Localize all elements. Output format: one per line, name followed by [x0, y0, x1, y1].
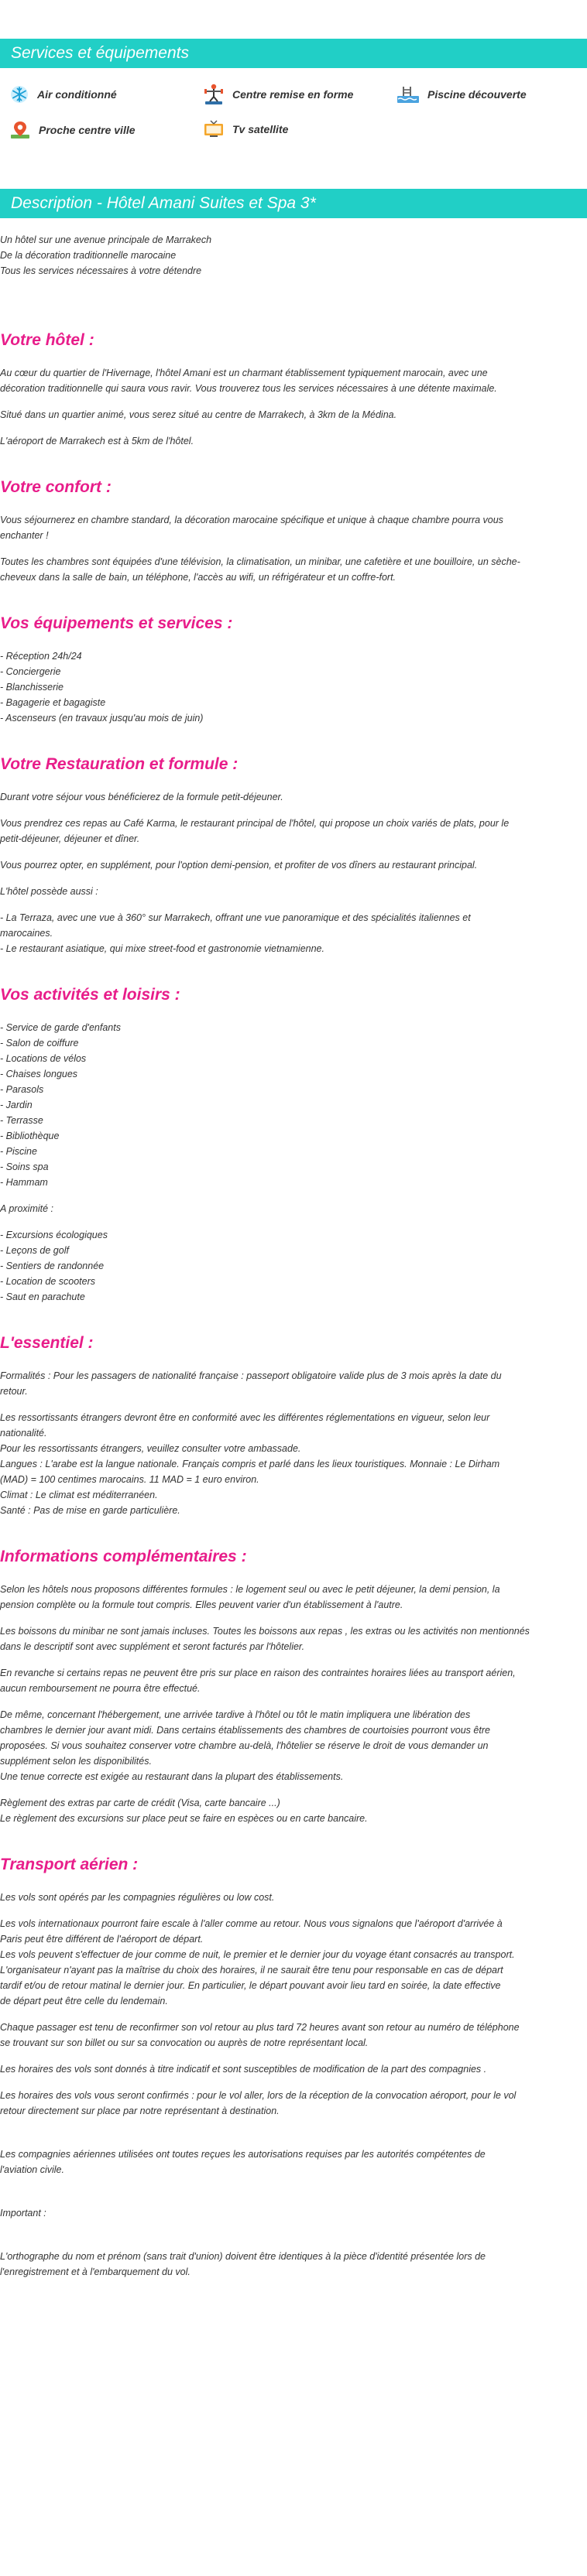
tv-icon	[203, 120, 225, 139]
pool-icon	[396, 85, 420, 104]
intro-line: Un hôtel sur une avenue principale de Marrakech	[0, 234, 212, 245]
section-paragraph: Les compagnies aériennes utilisées ont toutes reçues les autorisations requises par les autorités compétentes de l'aviation civile.	[0, 2149, 486, 2175]
section-title: Vos activités et loisirs :	[0, 986, 180, 1004]
section-paragraph: Situé dans un quartier animé, vous serez situé au centre de Marrakech, à 3km de la Médina.	[0, 409, 397, 420]
section-paragraph: Vous prendrez ces repas au Café Karma, le restaurant principal de l'hôtel, qui propose un choix variés de plats, pour le petit-déjeuner, déjeuner et dîner.	[0, 818, 510, 844]
spacer	[0, 2232, 582, 2249]
section-paragraph: - La Terraza, avec une vue à 360° sur Marrakech, offrant une vue panoramique et des spécialités italiennes et marocaines. - Le restaurant asiatique, qui mixe street-food et gastronomie vietnamienne.	[0, 912, 471, 954]
section-paragraph: Règlement des extras par carte de crédit (Visa, carte bancaire ...) Le règlement des excursions sur place peut se faire en espèces ou en carte bancaire.	[0, 1798, 368, 1824]
section-title: Votre hôtel :	[0, 331, 94, 349]
section-paragraph: En revanche si certains repas ne peuvent être pris sur place en raison des contraintes horaires liées au transport aérien, aucun remboursement ne pourra être effectué.	[0, 1668, 516, 1694]
section-paragraph: A proximité :	[0, 1203, 54, 1214]
amenity-label: Air conditionné	[37, 88, 117, 101]
description-header: Description - Hôtel Amani Suites et Spa 3*	[0, 189, 587, 218]
section-title: Informations complémentaires :	[0, 1548, 247, 1565]
section-paragraph: Toutes les chambres sont équipées d'une télévision, la climatisation, un minibar, une cafetière et une bouilloire, un sèche- cheveux dans la salle de bain, un téléphone, l'accès au wifi, un réfrigérateur et un coffre-fort.	[0, 556, 520, 583]
amenity-label: Piscine découverte	[427, 88, 527, 101]
amenity-label: Tv satellite	[232, 123, 289, 135]
city-center-icon	[9, 120, 31, 140]
section-title: Transport aérien :	[0, 1856, 139, 1873]
section-title: L'essentiel :	[0, 1334, 94, 1352]
amenity-city-center	[9, 120, 136, 140]
section-paragraph: Les vols internationaux pourront faire escale à l'aller comme au retour. Nous vous signalons que l'aéroport d'arrivée à Paris peut être différent de l'aéroport de départ. Les vols peuvent s'effectuer de jour comme de nuit, le premier et le dernier jour du voyage étant consacrés au transport. L'organisateur n'ayant pas la maîtrise du choix des horaires, il ne saurait être tenu pour responsable en cas de départ tardif et/ou de retour matinal le dernier jour. En particulier, le départ pouvant avoir lieu tard en soirée, la date effective de départ peut être celle du lendemain.	[0, 1918, 515, 2006]
amenity-label: Proche centre ville	[39, 124, 136, 136]
amenity-label: Centre remise en forme	[232, 88, 354, 101]
section-paragraph: L'hôtel possède aussi :	[0, 886, 98, 897]
spacer	[0, 2130, 582, 2147]
section-paragraph: Au cœur du quartier de l'Hivernage, l'hôtel Amani est un charmant établissement typiquement marocain, avec une décoration traditionnelle qui saura vous ravir. Vous trouverez tous les services nécessaires à une détente maximale.	[0, 368, 497, 394]
section-title: Votre Restauration et formule :	[0, 755, 239, 773]
section-paragraph: Les ressortissants étrangers devront être en conformité avec les différentes réglementations en vigueur, selon leur nationalité. Pour les ressortissants étrangers, veuillez consulter votre ambassade. Langues : L'arabe est la langue nationale. Français compris et parlé dans les lieux touristiques. Monnaie : Le Dirham (MAD) = 100 centimes marocains. 11 MAD = 1 euro environ. Climat : Le climat est méditerranéen. Santé : Pas de mise en garde particulière.	[0, 1412, 500, 1516]
intro-line: De la décoration traditionnelle marocaine	[0, 250, 177, 261]
description-intro	[0, 232, 573, 279]
section-paragraph: Important :	[0, 2208, 46, 2219]
section-paragraph: Selon les hôtels nous proposons différentes formules : le logement seul ou avec le petit déjeuner, la demi pension, la pension complète ou la formule tout compris. Elles peuvent varier d'un établissement à l'autre.	[0, 1584, 500, 1610]
section-paragraph: L'aéroport de Marrakech est à 5km de l'hôtel.	[0, 436, 194, 446]
amenity-air-conditioning	[9, 85, 117, 104]
intro-line: Tous les services nécessaires à votre détendre	[0, 265, 202, 276]
section-paragraph: Vous pourrez opter, en supplément, pour l'option demi-pension, et profiter de vos dîners au restaurant principal.	[0, 860, 478, 871]
amenity-fitness	[203, 83, 353, 106]
section-paragraph: Formalités : Pour les passagers de nationalité française : passeport obligatoire valide plus de 3 mois après la date du retour.	[0, 1370, 502, 1397]
section-paragraph: - Service de garde d'enfants - Salon de coiffure - Locations de vélos - Chaises longues - Parasols - Jardin - Terrasse - Bibliothèque - Piscine - Soins spa - Hammam	[0, 1022, 121, 1188]
section-paragraph: Chaque passager est tenu de reconfirmer son vol retour au plus tard 72 heures avant son retour au numéro de téléphone se trouvant sur son billet ou sur sa convocation ou auprès de notre représentant local.	[0, 2022, 520, 2048]
section-paragraph: De même, concernant l'hébergement, une arrivée tardive à l'hôtel ou tôt le matin impliquera une libération des chambres le dernier jour avant midi. Dans certains établissements des chambres de courtoisies pourront vous être proposées. Si vous souhaitez conserver votre chambre au-delà, l'hôtelier se réserve le droit de vous demander un supplément selon les disponibilités. Une tenue correcte est exigée au restaurant dans la plupart des établissements.	[0, 1709, 490, 1782]
section-paragraph: - Réception 24h/24 - Conciergerie - Blanchisserie - Bagagerie et bagagiste - Ascenseurs (en travaux jusqu'au mois de juin)	[0, 651, 204, 724]
description-sections	[0, 302, 582, 2290]
section-paragraph: - Excursions écologiques - Leçons de golf - Sentiers de randonnée - Location de scooters - Saut en parachute	[0, 1230, 108, 1302]
amenity-tv	[203, 120, 288, 139]
section-paragraph: Les horaires des vols vous seront confirmés : pour le vol aller, lors de la réception de la convocation aéroport, pour le vol retour directement sur place par notre représentant à destination.	[0, 2090, 517, 2116]
section-title: Votre confort :	[0, 478, 112, 496]
section-paragraph: Vous séjournerez en chambre standard, la décoration marocaine spécifique et unique à chaque chambre pourra vous enchanter !	[0, 515, 503, 541]
section-paragraph: Durant votre séjour vous bénéficierez de la formule petit-déjeuner.	[0, 792, 283, 802]
section-paragraph: L'orthographe du nom et prénom (sans trait d'union) doivent être identiques à la pièce d'identité présentée lors de l'enregistrement et à l'embarquement du vol.	[0, 2251, 486, 2277]
spacer	[0, 2188, 582, 2205]
fitness-icon	[203, 83, 225, 106]
section-title: Vos équipements et services :	[0, 614, 233, 632]
section-paragraph: Les horaires des vols sont donnés à titre indicatif et sont susceptibles de modification de la part des compagnies .	[0, 2064, 487, 2075]
snowflake-icon	[9, 85, 29, 104]
amenity-pool	[396, 85, 527, 104]
section-paragraph: Les boissons du minibar ne sont jamais incluses. Toutes les boissons aux repas , les extras ou les activités non mentionnés dans le descriptif sont avec supplément et seront facturés par l'hôtelier.	[0, 1626, 530, 1652]
section-paragraph: Les vols sont opérés par les compagnies régulières ou low cost.	[0, 1892, 275, 1903]
services-header: Services et équipements	[0, 39, 587, 68]
